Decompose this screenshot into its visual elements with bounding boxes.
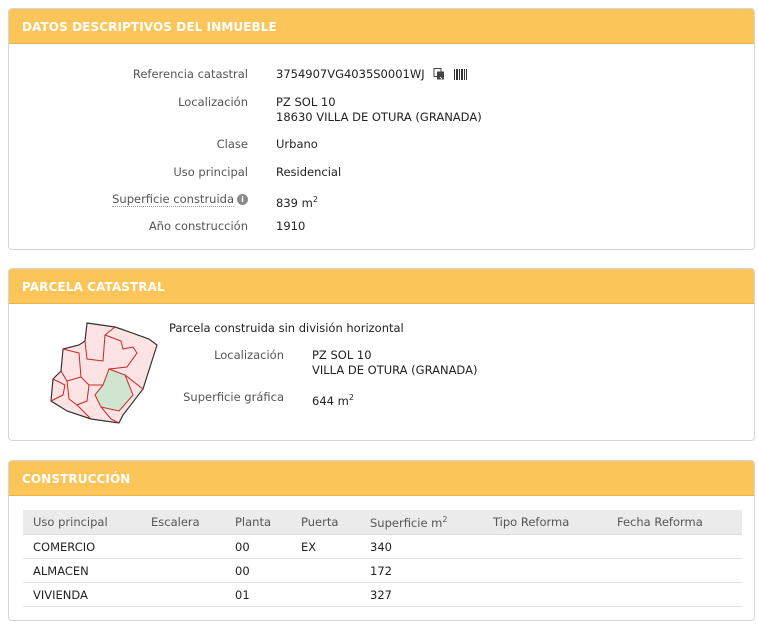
superficie-construida-number: 839 m [276,195,313,210]
cell-planta: 00 [225,559,291,583]
cell-escalera [141,559,225,583]
col-planta: Planta [225,510,291,535]
cell-uso: VIVIENDA [23,583,141,607]
construccion-header-row [23,510,742,535]
parcela-descripcion: Parcela construida sin división horizontal [169,321,404,335]
parcela-plan-icon [47,319,165,429]
parcela-localizacion-line1: PZ SOL 10 [312,348,372,362]
cell-escalera [141,535,225,559]
cell-tipo-reforma [483,583,607,607]
uso-principal-value: Residencial [276,165,342,179]
parcela-catastral-panel [8,268,755,441]
anio-construccion-label: Año construcción [148,219,248,233]
cell-fecha-reforma [607,535,742,559]
parcela-catastral-title: PARCELA CATASTRAL [9,269,754,304]
superficie-construida-label [112,192,248,206]
col-superficie [360,510,483,535]
localizacion-label: Localización [178,95,248,109]
cell-uso: ALMACEN [23,559,141,583]
referencia-text[interactable]: 3754907VG4035S0001WJ [276,67,425,81]
superficie-construida-text: Superficie construida [112,192,234,206]
cell-escalera [141,583,225,607]
cell-tipo-reforma [483,559,607,583]
cell-superficie: 327 [360,583,483,607]
info-icon[interactable]: i [237,194,248,205]
cell-planta: 00 [225,535,291,559]
referencia-value [276,67,467,84]
cell-tipo-reforma [483,535,607,559]
parcela-superficie-label: Superficie gráfica [183,390,284,404]
localizacion-value [276,95,482,125]
parcela-localizacion-label: Localización [214,348,284,362]
col-escalera: Escalera [141,510,225,535]
table-row [23,559,742,583]
datos-descriptivos-title: DATOS DESCRIPTIVOS DEL INMUEBLE [9,9,754,44]
col-uso-principal: Uso principal [23,510,141,535]
barcode-icon[interactable] [454,69,467,84]
datos-descriptivos-panel [8,8,755,250]
parcela-superficie-unit-sup: 2 [348,393,354,402]
col-fecha-reforma: Fecha Reforma [607,510,742,535]
parcela-map-thumbnail[interactable] [47,319,165,429]
superficie-construida-unit-sup: 2 [312,195,318,204]
cell-superficie: 340 [360,535,483,559]
construccion-title: CONSTRUCCIÓN [9,461,754,496]
col-tipo-reforma: Tipo Reforma [483,510,607,535]
cell-uso: COMERCIO [23,535,141,559]
col-superficie-unit-sup: 2 [442,514,448,524]
cell-puerta [291,559,360,583]
superficie-construida-value [276,192,318,211]
construccion-table [23,510,742,607]
cell-puerta [291,583,360,607]
cell-puerta: EX [291,535,360,559]
col-puerta: Puerta [291,510,360,535]
col-superficie-text: Superficie m [370,515,443,530]
cell-fecha-reforma [607,559,742,583]
localizacion-line2: 18630 VILLA DE OTURA (GRANADA) [276,110,482,124]
anio-construccion-value: 1910 [276,219,306,233]
cell-superficie: 172 [360,559,483,583]
cell-planta: 01 [225,583,291,607]
construccion-panel [8,460,755,621]
table-row [23,583,742,607]
copy-icon[interactable] [433,68,445,84]
parcela-superficie-value [312,390,354,409]
cell-fecha-reforma [607,583,742,607]
referencia-label: Referencia catastral [132,67,248,81]
uso-principal-label: Uso principal [173,165,248,179]
table-row [23,535,742,559]
parcela-superficie-number: 644 m [312,393,349,408]
clase-label: Clase [216,137,248,151]
clase-value: Urbano [276,137,318,151]
localizacion-line1: PZ SOL 10 [276,95,336,109]
parcela-localizacion-value [312,348,477,378]
parcela-localizacion-line2: VILLA DE OTURA (GRANADA) [312,363,478,377]
